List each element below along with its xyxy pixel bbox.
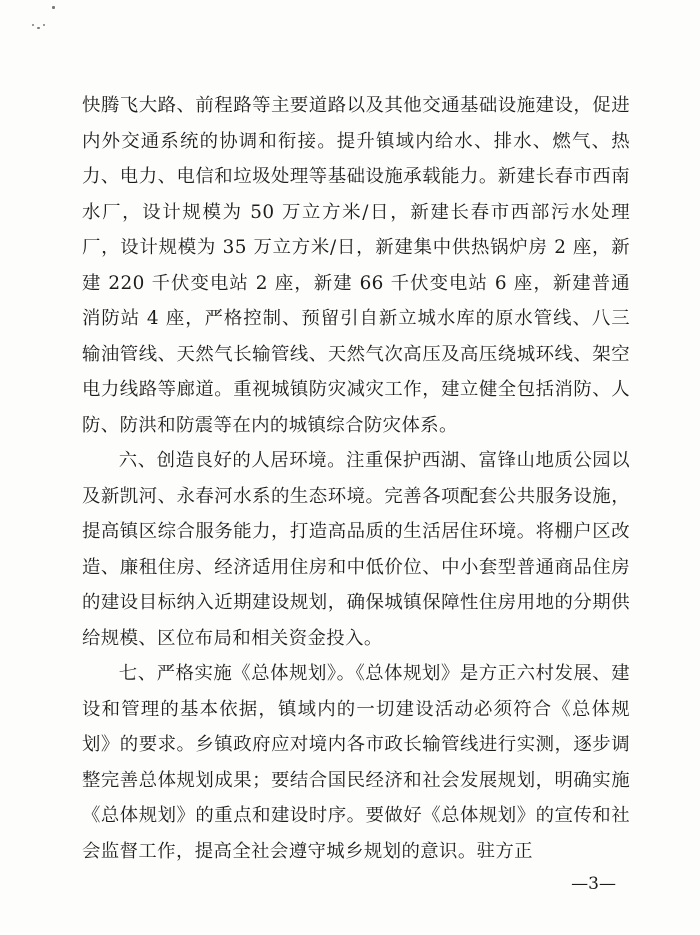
scan-artifact	[30, 6, 60, 36]
paragraph-infrastructure: 快腾飞大路、前程路等主要道路以及其他交通基础设施建设，促进内外交通系统的协调和衔接。提升镇域内给水、排水、燃气、热力、电力、电信和垃圾处理等基础设施承载能力。新建长春市西南水厂，设计规模为 50 万立方米/日，新建长春市西部污水处理厂，设计规模为 35 万立方米/日，新建集中供热锅炉房 2 座，新建 220 千伏变电站 2 座，新建 66 千伏变电站 6 座，新建普通消防站 4 座，严格控制、预留引自新立城水库的原水管线、八三输油管线、天然气长输管线、天然气次高压及高压绕城环线、架空电力线路等廊道。重视城镇防灾减灾工作，建立健全包括消防、人防、防洪和防震等在内的城镇综合防灾体系。	[82, 95, 630, 436]
paragraph-living-environment: 六、创造良好的人居环境。注重保护西湖、富锋山地质公园以及新凯河、永春河水系的生态环境。完善各项配套公共服务设施，提高镇区综合服务能力，打造高品质的生活居住环境。将棚户区改造、廉租住房、经济适用住房和中低价位、中小套型普通商品住房的建设目标纳入近期建设规划，确保城镇保障性住房用地的分期供给规模、区位布局和相关资金投入。	[82, 450, 630, 649]
paragraph-plan-implementation: 七、严格实施《总体规划》。《总体规划》是方正六村发展、建设和管理的基本依据，镇域内的一切建设活动必须符合《总体规划》的要求。乡镇政府应对境内各市政长输管线进行实测，逐步调整完善总体规划成果；要结合国民经济和社会发展规划，明确实施《总体规划》的重点和建设时序。要做好《总体规划》的宣传和社会监督工作，提高全社会遵守城乡规划的意识。驻方正	[82, 663, 630, 862]
document-body	[82, 88, 630, 869]
page-number: —3—	[571, 874, 616, 894]
